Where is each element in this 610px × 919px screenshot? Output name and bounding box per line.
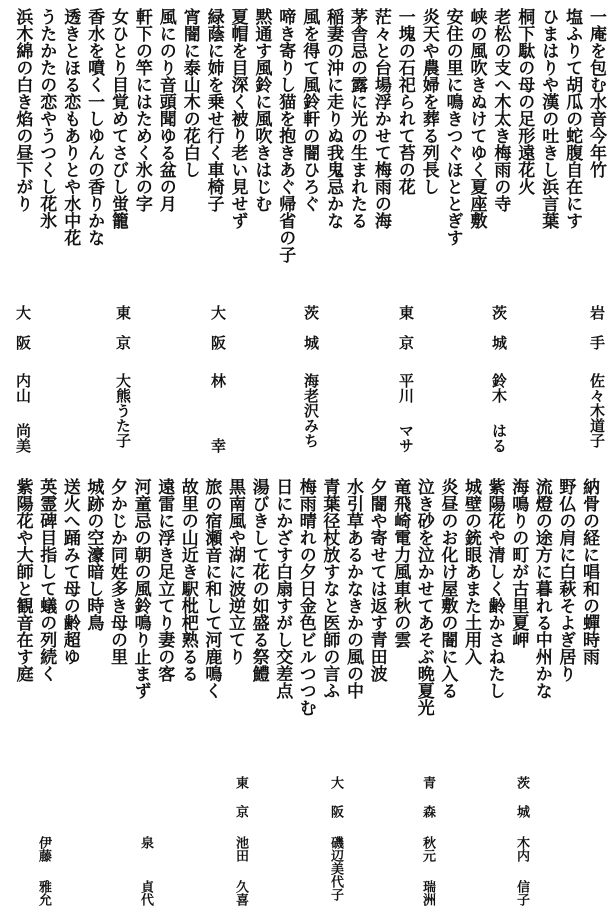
haiku-line: 透きとほる恋もありとや水中花 xyxy=(60,8,81,246)
haiku-line: 流燈の途方に暮れる中州かな xyxy=(531,478,552,699)
haiku-line: 桐下駄の母の足形遠花火 xyxy=(514,8,535,195)
author-prefecture: 東京 xyxy=(114,305,132,365)
haiku-line: 梅雨晴れの夕日金色ビルつつむ xyxy=(295,478,316,716)
haiku-line: 峡の風吹きぬけてゆく夏座敷 xyxy=(466,8,487,229)
haiku-line: 黒南風や湖に波逆立てり xyxy=(225,478,245,665)
author-prefecture: 大阪 xyxy=(209,305,227,365)
haiku-line: 湯びきして花の如盛る祭鱧 xyxy=(248,478,269,682)
author-surname: 大熊うた子 xyxy=(114,373,132,448)
haiku-line: 宵闇に泰山木の花白し xyxy=(179,8,200,178)
haiku-line: ひまはりや漢の吐きし浜言葉 xyxy=(538,8,559,229)
author-prefecture: 茨城 xyxy=(490,305,508,365)
author-surname: 伊藤 xyxy=(36,836,51,862)
haiku-line: 炎昼のお化け屋敷の闇に入る xyxy=(437,478,458,699)
haiku-line: 納骨の経に唱和の蟬時雨 xyxy=(579,478,599,665)
haiku-line: 青葉径杖放すなと医師の言ふ xyxy=(319,478,340,699)
haiku-line: 日にかざす白扇すがし交差点 xyxy=(272,478,293,699)
haiku-line: 女ひとり目覚めてさびし蛍籠 xyxy=(108,8,128,229)
author-surname: 池田 xyxy=(233,836,248,862)
author-given-name: 貞代 xyxy=(138,880,153,906)
author-prefecture: 東京 xyxy=(233,776,248,834)
author-prefecture: 青森 xyxy=(420,776,435,834)
author-given-name: 尚美 xyxy=(14,423,32,453)
haiku-line: 緑蔭に姉を乗せ行く車椅子 xyxy=(203,8,224,212)
author-prefecture: 茨城 xyxy=(302,305,320,365)
author-given-name: 幸 xyxy=(209,438,227,453)
author-prefecture: 大阪 xyxy=(14,305,32,365)
haiku-line: 炎天や農婦を葬る列長し xyxy=(418,8,439,195)
author-surname: 鈴木 xyxy=(490,373,508,403)
haiku-line: 夕かじか同姓多き母の里 xyxy=(107,478,127,665)
haiku-line: 河童忌の朝の風鈴鳴り止まず xyxy=(130,478,151,699)
author-surname: 磯辺美代子 xyxy=(328,836,343,901)
haiku-line: 夏帽を目深く被り老い見せず xyxy=(227,8,248,229)
haiku-line: 老松の支へ木太き梅雨の寺 xyxy=(490,8,511,212)
author-surname: 林 xyxy=(209,373,227,388)
haiku-line: 泣き砂を泣かせてあそぶ晩夏光 xyxy=(413,478,434,716)
author-given-name: 瑞洲 xyxy=(420,880,435,906)
haiku-line: 風にのり音頭聞ゆる盆の月 xyxy=(155,8,176,212)
author-prefecture: 茨城 xyxy=(514,776,529,834)
haiku-line: 紫陽花や大師と観音在す庭 xyxy=(12,478,33,682)
haiku-line: 送火へ踊みて母の齢超ゆ xyxy=(59,478,80,665)
haiku-line: 香水を噴く一しゆんの香りかな xyxy=(84,8,105,246)
haiku-line: 黙通す風鈴に風吹きはじむ xyxy=(251,8,272,212)
haiku-line: 英霊碑目指して蟻の列続く xyxy=(36,478,57,682)
haiku-line: 野仏の肩に白萩そよぎ居り xyxy=(555,478,576,682)
haiku-line: 城壁の銃眼あまた土用入 xyxy=(461,478,481,665)
haiku-line: 安住の里に鳴きつぐほととぎす xyxy=(442,8,463,246)
haiku-line: 茅舎忌の露に光の生まれたる xyxy=(347,8,367,229)
haiku-line: 軒下の竿にはためく氷の字 xyxy=(131,8,152,212)
haiku-line: 遠雷に浮き足立てり妻の客 xyxy=(154,478,175,682)
haiku-line: 茫々と台場浮かせて梅雨の海 xyxy=(370,8,391,229)
author-prefecture: 岩手 xyxy=(588,305,606,365)
haiku-line: 塩ふりて胡瓜の蛇腹自在にす xyxy=(562,8,583,229)
haiku-line: 旅の宿瀬音に和して河鹿鳴く xyxy=(201,478,222,699)
author-surname: 海老沢みち xyxy=(302,373,320,448)
author-surname: 木内 xyxy=(514,836,529,862)
author-surname: 内山 xyxy=(14,373,32,403)
author-prefecture: 大阪 xyxy=(328,776,343,834)
haiku-line: 啼き寄りし猫を抱きあぐ帰省の子 xyxy=(275,8,296,263)
author-surname: 佐々木道子 xyxy=(588,373,606,448)
haiku-line: 風を得て風鈴軒の闇ひろぐ xyxy=(299,8,320,212)
author-surname: 秋元 xyxy=(420,836,435,862)
haiku-line: 稲妻の沖に走りぬ我鬼忌かな xyxy=(323,8,344,229)
haiku-line: 水引草あるかなきかの風の中 xyxy=(343,478,363,699)
author-given-name: 久喜 xyxy=(233,880,248,906)
author-prefecture: 東京 xyxy=(397,305,415,365)
author-given-name: 雅允 xyxy=(36,880,51,906)
haiku-line: 紫陽花や清しく齢かさねたし xyxy=(484,478,505,699)
haiku-line: 城跡の空濠暗し時鳥 xyxy=(83,478,104,631)
haiku-line: 夕闇や寄せては返す青田波 xyxy=(366,478,387,682)
author-given-name: はる xyxy=(490,423,508,453)
author-given-name: マサ xyxy=(397,423,415,453)
haiku-line: 海鳴りの町が古里夏岬 xyxy=(508,478,529,648)
author-given-name: 信子 xyxy=(514,880,529,906)
haiku-line: 一塊の石祀られて苔の花 xyxy=(394,8,415,195)
haiku-line: 浜木綿の白き焰の昼下がり xyxy=(12,8,33,212)
haiku-line: 故里の山近き駅枇杷熟るる xyxy=(177,478,198,682)
author-surname: 平川 xyxy=(397,373,415,403)
haiku-line: 一庵を包む水音今年竹 xyxy=(586,8,606,178)
haiku-line: 竜飛崎電力風車秋の雲 xyxy=(390,478,411,648)
author-surname: 泉 xyxy=(138,836,153,849)
haiku-line: うたかたの恋やうつくし花氷 xyxy=(36,8,57,229)
